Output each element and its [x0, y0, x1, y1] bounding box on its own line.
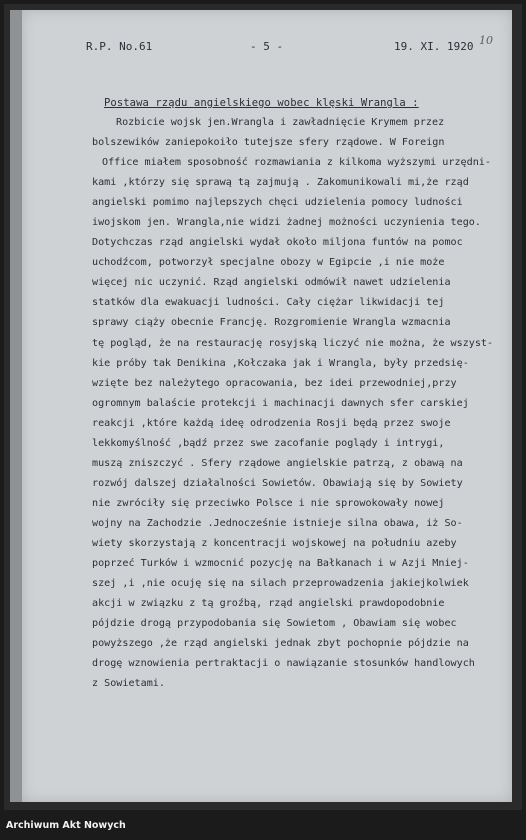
text-line: muszą zniszczyć . Sfery rządowe angielskie patrzą, z obawą na — [92, 457, 463, 469]
text-line: tę pogląd, że na restaurację rosyjską liczyć nie można, że wszyst- — [92, 337, 494, 349]
text-line: powyższego ,że rząd angielski jednak zbyt pochopnie pójdzie na — [92, 638, 469, 650]
handwritten-folio-number: 10 — [479, 34, 493, 47]
archive-footer-bar — [0, 812, 526, 840]
text-line: pójdzie drogą przypodobania się Sowietom , Obawiam się wobec — [92, 618, 457, 630]
reference-number: R.P. No.61 — [86, 40, 153, 53]
page-number: - 5 - — [250, 40, 284, 53]
text-line: ogromnym balaście protekcji i machinacji dawnych sfer carskiej — [92, 397, 469, 409]
text-line: wiety skorzystają z koncentracji wojskowej na południu azeby — [92, 537, 457, 549]
text-line: więcej nic uczynić. Rząd angielski odmówił nawet udzielenia — [92, 277, 451, 289]
text-line: uchodźcom, potworzył specjalne obozy w Egipcie ,i nie może — [92, 257, 445, 269]
text-line: Dotychczas rząd angielski wydał około miljona funtów na pomoc — [92, 237, 463, 249]
text-line: wzięte bez należytego opracowania, bez idei przewodniej,przy — [92, 377, 457, 389]
archive-name: Archiwum Akt Nowych — [6, 820, 126, 831]
text-line: nie zwróciły się przeciwko Polsce i nie sprowokowały nowej — [92, 497, 445, 509]
text-line: szej ,i ,nie ocuję się na silach przeprowadzenia jakiejkolwiek — [92, 578, 469, 590]
text-line: sprawy ciąży obecnie Francję. Rozgromienie Wrangla wzmacnia — [92, 317, 451, 329]
text-line: bolszewików zaniepokoiło tutejsze sfery rządowe. W Foreign — [92, 137, 445, 149]
text-line: poprzeć Turków i wzmocnić pozycję na Bałkanach i w Azji Mniej- — [92, 558, 469, 570]
body-text — [92, 113, 492, 694]
text-line: wojny na Zachodzie .Jednocześnie istnieje silna obawa, iż So- — [92, 517, 463, 529]
document-page — [22, 10, 512, 802]
text-line: statków dla ewakuacji ludności. Cały ciężar likwidacji tej — [92, 297, 445, 309]
text-line: kami ,którzy się sprawą tą zajmują . Zakomunikowali mi,że rząd — [92, 177, 469, 189]
text-line: lekkomyślność ,bądź przez swe zacofanie poglądy i intrygi, — [92, 437, 445, 449]
text-line: Office miałem sposobność rozmawiania z kilkoma wyższymi urzędni- — [102, 157, 491, 169]
text-line: iwojskom jen. Wrangla,nie widzi żadnej możności uczynienia tego. — [92, 217, 481, 229]
text-line: Rozbicie wojsk jen.Wrangla i zawładnięcie Krymem przez — [116, 117, 445, 128]
text-line: angielski pomimo najlepszych chęci udzielenia pomocy ludności — [92, 197, 463, 209]
text-line: reakcji ,które każdą ideę odrodzenia Rosji będą przez swoje — [92, 417, 451, 429]
document-header — [22, 34, 512, 60]
document-date: 19. XI. 1920 — [394, 40, 474, 53]
section-title: Postawa rządu angielskiego wobec klęski Wrangla : — [104, 97, 419, 109]
text-line: rozwój dalszej działalności Sowietów. Obawiają się by Sowiety — [92, 477, 463, 489]
page-edge — [10, 10, 22, 802]
text-line: z Sowietami. — [92, 678, 165, 690]
text-line: kie próby tak Denikina ,Kołczaka jak i Wrangla, były przedsię- — [92, 357, 469, 369]
text-line: akcji w związku z tą groźbą, rząd angielski prawdopodobnie — [92, 598, 445, 610]
text-line: drogę wznowienia pertraktacji o nawiązanie stosunków handlowych — [92, 658, 475, 670]
